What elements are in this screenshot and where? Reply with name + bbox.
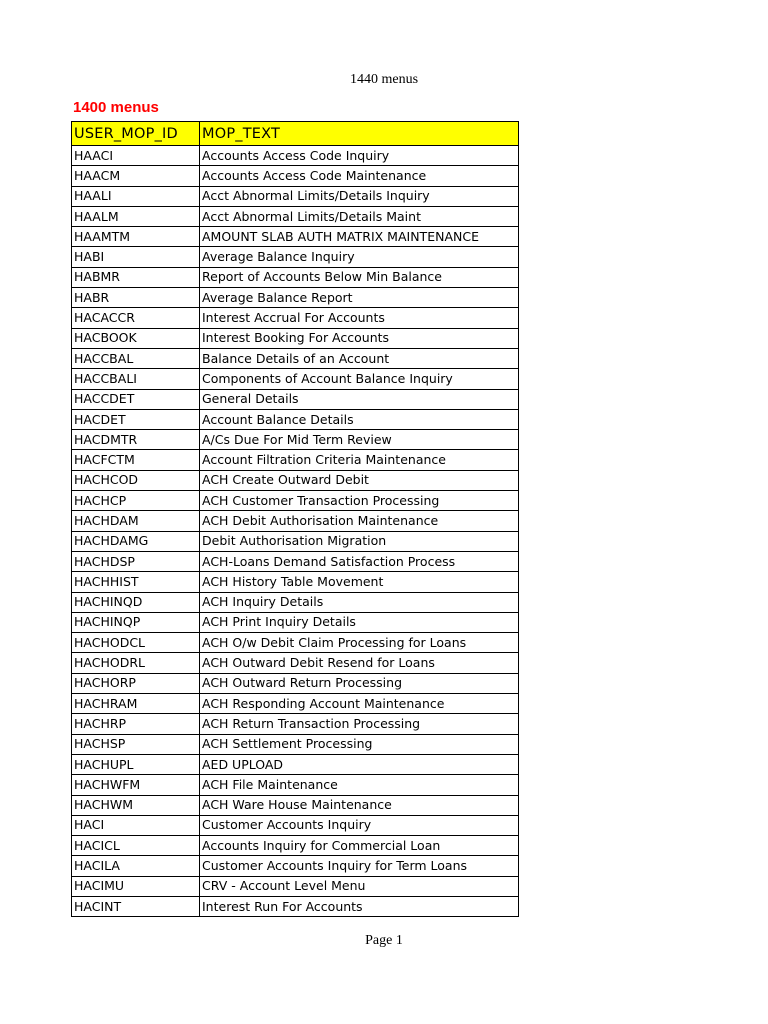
cell-user-mop-id: HACBOOK xyxy=(72,328,200,348)
cell-user-mop-id: HAALM xyxy=(72,206,200,226)
cell-mop-text: Interest Accrual For Accounts xyxy=(200,308,519,328)
cell-user-mop-id: HAACI xyxy=(72,146,200,166)
table-row xyxy=(72,206,519,226)
cell-mop-text: AMOUNT SLAB AUTH MATRIX MAINTENANCE xyxy=(200,227,519,247)
cell-mop-text: ACH Customer Transaction Processing xyxy=(200,491,519,511)
cell-mop-text: Average Balance Inquiry xyxy=(200,247,519,267)
table-row xyxy=(72,348,519,368)
cell-mop-text: Interest Booking For Accounts xyxy=(200,328,519,348)
table-row xyxy=(72,795,519,815)
cell-mop-text: ACH Outward Debit Resend for Loans xyxy=(200,653,519,673)
cell-mop-text: ACH Inquiry Details xyxy=(200,592,519,612)
table-row xyxy=(72,511,519,531)
cell-mop-text: General Details xyxy=(200,389,519,409)
sheet-title: 1400 menus xyxy=(73,99,159,116)
cell-mop-text: ACH File Maintenance xyxy=(200,775,519,795)
cell-user-mop-id: HACHDAMG xyxy=(72,531,200,551)
table-row xyxy=(72,146,519,166)
cell-mop-text: Average Balance Report xyxy=(200,288,519,308)
cell-user-mop-id: HACILA xyxy=(72,856,200,876)
cell-user-mop-id: HACACCR xyxy=(72,308,200,328)
cell-user-mop-id: HACINT xyxy=(72,896,200,916)
table-row xyxy=(72,612,519,632)
cell-user-mop-id: HACFCTM xyxy=(72,450,200,470)
cell-user-mop-id: HACHWM xyxy=(72,795,200,815)
table-row xyxy=(72,450,519,470)
table-row xyxy=(72,551,519,571)
table-row xyxy=(72,592,519,612)
table-row xyxy=(72,308,519,328)
cell-mop-text: ACH Debit Authorisation Maintenance xyxy=(200,511,519,531)
table-row xyxy=(72,775,519,795)
cell-mop-text: ACH Create Outward Debit xyxy=(200,470,519,490)
cell-user-mop-id: HACHORP xyxy=(72,673,200,693)
table-row xyxy=(72,247,519,267)
cell-user-mop-id: HACHDAM xyxy=(72,511,200,531)
cell-user-mop-id: HACHRP xyxy=(72,714,200,734)
cell-mop-text: Report of Accounts Below Min Balance xyxy=(200,267,519,287)
table-row xyxy=(72,166,519,186)
cell-mop-text: ACH Outward Return Processing xyxy=(200,673,519,693)
cell-mop-text: CRV - Account Level Menu xyxy=(200,876,519,896)
table-row xyxy=(72,389,519,409)
cell-user-mop-id: HACI xyxy=(72,815,200,835)
cell-mop-text: AED UPLOAD xyxy=(200,754,519,774)
cell-mop-text: ACH Ware House Maintenance xyxy=(200,795,519,815)
menu-table xyxy=(71,121,519,917)
table-row xyxy=(72,836,519,856)
cell-user-mop-id: HACHINQP xyxy=(72,612,200,632)
cell-user-mop-id: HACHODRL xyxy=(72,653,200,673)
cell-user-mop-id: HACICL xyxy=(72,836,200,856)
table-row xyxy=(72,633,519,653)
cell-user-mop-id: HACCDET xyxy=(72,389,200,409)
cell-mop-text: Components of Account Balance Inquiry xyxy=(200,369,519,389)
table-row xyxy=(72,186,519,206)
cell-mop-text: Accounts Access Code Maintenance xyxy=(200,166,519,186)
table-row xyxy=(72,856,519,876)
cell-user-mop-id: HACHODCL xyxy=(72,633,200,653)
cell-mop-text: Interest Run For Accounts xyxy=(200,896,519,916)
table-row xyxy=(72,491,519,511)
table-row xyxy=(72,409,519,429)
table-body xyxy=(72,146,519,917)
cell-mop-text: A/Cs Due For Mid Term Review xyxy=(200,430,519,450)
cell-user-mop-id: HACHCOD xyxy=(72,470,200,490)
table-header-row xyxy=(72,122,519,146)
cell-user-mop-id: HACDMTR xyxy=(72,430,200,450)
table-row xyxy=(72,531,519,551)
table-row xyxy=(72,815,519,835)
table-row xyxy=(72,754,519,774)
table-row xyxy=(72,369,519,389)
cell-user-mop-id: HACIMU xyxy=(72,876,200,896)
cell-user-mop-id: HACHDSP xyxy=(72,551,200,571)
table-row xyxy=(72,876,519,896)
cell-user-mop-id: HACHCP xyxy=(72,491,200,511)
cell-user-mop-id: HACHSP xyxy=(72,734,200,754)
cell-mop-text: Debit Authorisation Migration xyxy=(200,531,519,551)
page-header: 1440 menus xyxy=(349,72,419,87)
cell-mop-text: ACH Settlement Processing xyxy=(200,734,519,754)
cell-mop-text: Balance Details of an Account xyxy=(200,348,519,368)
cell-mop-text: Account Balance Details xyxy=(200,409,519,429)
table-row xyxy=(72,572,519,592)
cell-mop-text: Account Filtration Criteria Maintenance xyxy=(200,450,519,470)
table-row xyxy=(72,288,519,308)
cell-mop-text: ACH Return Transaction Processing xyxy=(200,714,519,734)
column-header-mop-text: MOP_TEXT xyxy=(200,122,519,146)
table-row xyxy=(72,694,519,714)
cell-user-mop-id: HAAMTM xyxy=(72,227,200,247)
cell-user-mop-id: HACHUPL xyxy=(72,754,200,774)
column-header-user-mop-id: USER_MOP_ID xyxy=(72,122,200,146)
page-footer: Page 1 xyxy=(365,933,403,948)
table-row xyxy=(72,673,519,693)
cell-user-mop-id: HACHINQD xyxy=(72,592,200,612)
cell-user-mop-id: HACHRAM xyxy=(72,694,200,714)
cell-user-mop-id: HABI xyxy=(72,247,200,267)
cell-user-mop-id: HAACM xyxy=(72,166,200,186)
table-row xyxy=(72,227,519,247)
cell-user-mop-id: HACDET xyxy=(72,409,200,429)
cell-mop-text: ACH History Table Movement xyxy=(200,572,519,592)
cell-user-mop-id: HACHWFM xyxy=(72,775,200,795)
cell-mop-text: Customer Accounts Inquiry xyxy=(200,815,519,835)
cell-user-mop-id: HABR xyxy=(72,288,200,308)
cell-user-mop-id: HACCBAL xyxy=(72,348,200,368)
cell-mop-text: ACH-Loans Demand Satisfaction Process xyxy=(200,551,519,571)
cell-user-mop-id: HABMR xyxy=(72,267,200,287)
cell-mop-text: Accounts Inquiry for Commercial Loan xyxy=(200,836,519,856)
cell-mop-text: ACH O/w Debit Claim Processing for Loans xyxy=(200,633,519,653)
table-row xyxy=(72,714,519,734)
table-row xyxy=(72,267,519,287)
table-row xyxy=(72,328,519,348)
cell-user-mop-id: HAALI xyxy=(72,186,200,206)
cell-mop-text: ACH Responding Account Maintenance xyxy=(200,694,519,714)
table-row xyxy=(72,470,519,490)
cell-mop-text: Acct Abnormal Limits/Details Inquiry xyxy=(200,186,519,206)
cell-user-mop-id: HACCBALI xyxy=(72,369,200,389)
table-row xyxy=(72,734,519,754)
cell-mop-text: Accounts Access Code Inquiry xyxy=(200,146,519,166)
table-row xyxy=(72,896,519,916)
cell-user-mop-id: HACHHIST xyxy=(72,572,200,592)
table-row xyxy=(72,430,519,450)
table-row xyxy=(72,653,519,673)
cell-mop-text: Customer Accounts Inquiry for Term Loans xyxy=(200,856,519,876)
cell-mop-text: ACH Print Inquiry Details xyxy=(200,612,519,632)
cell-mop-text: Acct Abnormal Limits/Details Maint xyxy=(200,206,519,226)
